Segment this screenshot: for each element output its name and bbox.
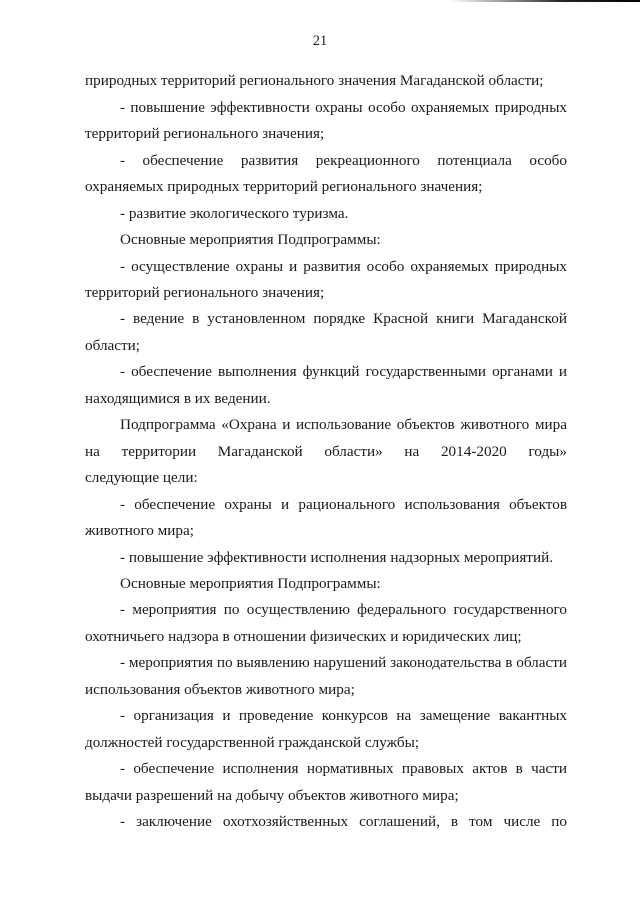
text-line: - обеспечение выполнения функций государственными органами и [120, 363, 567, 380]
text-line: на территории Магаданской области» на 2014-2020 годы» [85, 443, 567, 460]
text-line: - организация и проведение конкурсов на замещение вакантных [120, 707, 567, 724]
text-line: - обеспечение исполнения нормативных правовых актов в части [120, 760, 567, 777]
text-line: - повышение эффективности охраны особо охраняемых природных [120, 99, 567, 116]
text-line: - мероприятия по выявлению нарушений законодательства в области [120, 654, 567, 671]
text-line: области; [85, 337, 140, 354]
text-line: - заключение охотхозяйственных соглашений, в том числе по [120, 813, 567, 830]
text-line: - обеспечение охраны и рационального использования объектов [120, 496, 567, 513]
text-line: находящимися в их ведении. [85, 390, 271, 407]
text-line: природных территорий регионального значения Магаданской области; [85, 72, 544, 89]
text-line: должностей государственной гражданской службы; [85, 734, 420, 751]
text-line: Основные мероприятия Подпрограммы: [120, 231, 381, 248]
scan-edge-mark [450, 0, 640, 2]
page-number: 21 [312, 33, 328, 49]
text-line: - обеспечение развития рекреационного потенциала особо [120, 152, 567, 169]
text-line: - ведение в установленном порядке Красной книги Магаданской [120, 310, 567, 327]
text-line: выдачи разрешений на добычу объектов животного мира; [85, 787, 459, 804]
text-line: охраняемых природных территорий регионального значения; [85, 178, 483, 195]
text-line: Подпрограмма «Охрана и использование объектов животного мира [120, 416, 567, 433]
text-line: следующие цели: [85, 469, 198, 486]
text-line: животного мира; [85, 522, 194, 539]
text-line: - осуществление охраны и развития особо охраняемых природных [120, 258, 567, 275]
text-line: - мероприятия по осуществлению федерального государственного [120, 601, 567, 618]
text-line: территорий регионального значения; [85, 125, 325, 142]
text-line: охотничьего надзора в отношении физических и юридических лиц; [85, 628, 522, 645]
text-line: территорий регионального значения; [85, 284, 325, 301]
text-line: - повышение эффективности исполнения надзорных мероприятий. [120, 549, 553, 566]
text-line: использования объектов животного мира; [85, 681, 355, 698]
text-line: Основные мероприятия Подпрограммы: [120, 575, 381, 592]
text-line: - развитие экологического туризма. [120, 205, 349, 222]
